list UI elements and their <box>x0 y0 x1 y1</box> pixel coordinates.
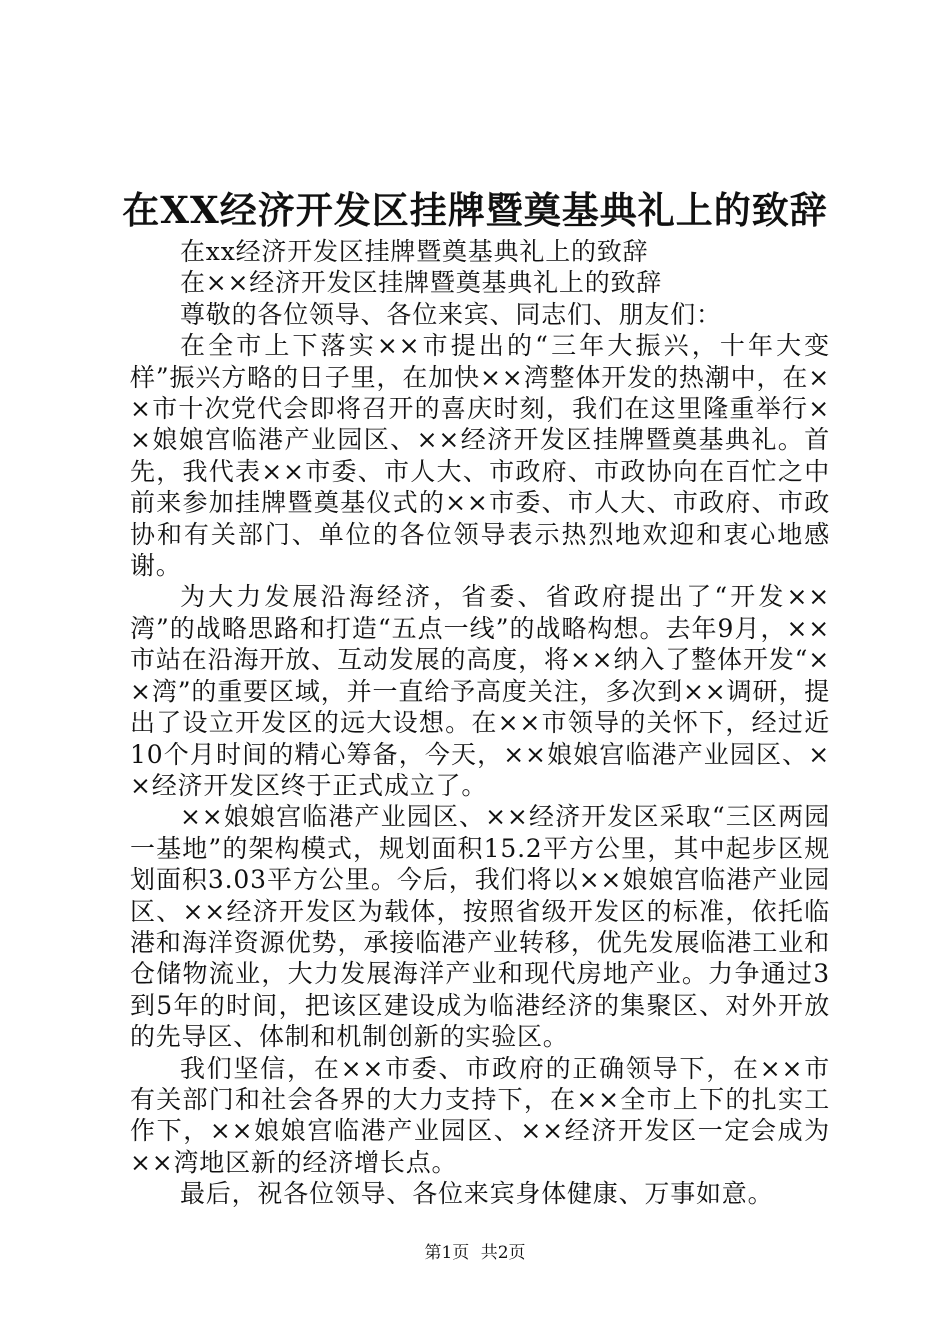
paragraph-plan: ××娘娘宫临港产业园区、××经济开发区采取“三区两园一基地”的架构模式，规划面积15.2平方公里，其中起步区规划面积3.03平方公里。今后，我们将以××娘娘宫临港产业园区、××经济开发区为载体，按照省级开发区的标准，依托临港和海洋资源优势，承接临港产业转移，优先发展临港工业和仓储物流业，大力发展海洋产业和现代房地产业。力争通过3到5年的时间，把该区建设成为临港经济的集聚区、对外开放的先导区、体制和机制创新的实验区。 <box>130 802 830 1052</box>
paragraph-salutation: 尊敬的各位领导、各位来宾、同志们、朋友们： <box>180 299 722 329</box>
paragraph-subtitle-2: 在××经济开发区挂牌暨奠基典礼上的致辞 <box>180 268 663 298</box>
page-footer <box>0 1242 950 1264</box>
page-total: 共2页 <box>480 1243 526 1263</box>
document-title: 在XX经济开发区挂牌暨奠基典礼上的致辞 <box>122 188 828 232</box>
page-number: 第1页 <box>424 1243 470 1263</box>
paragraph-closing: 最后，祝各位领导、各位来宾身体健康、万事如意。 <box>180 1179 774 1209</box>
document-body <box>130 236 830 1210</box>
paragraph-opening: 在全市上下落实××市提出的“三年大振兴，十年大变样”振兴方略的日子里，在加快××湾整体开发的热潮中，在××市十次党代会即将召开的喜庆时刻，我们在这里隆重举行××娘娘宫临港产业园区、××经济开发区挂牌暨奠基典礼。首先，我代表××市委、市人大、市政府、市政协向在百忙之中前来参加挂牌暨奠基仪式的××市委、市人大、市政府、市政协和有关部门、单位的各位领导表示热烈地欢迎和衷心地感谢。 <box>130 331 830 581</box>
paragraph-subtitle-1: 在xx经济开发区挂牌暨奠基典礼上的致辞 <box>180 237 649 266</box>
paragraph-background: 为大力发展沿海经济，省委、省政府提出了“开发××湾”的战略思路和打造“五点一线”的战略构想。去年9月，××市站在沿海开放、互动发展的高度，将××纳入了整体开发“××湾”的重要区域，并一直给予高度关注，多次到××调研，提出了设立开发区的远大设想。在××市领导的关怀下，经过近10个月时间的精心筹备，今天，××娘娘宫临港产业园区、××经济开发区终于正式成立了。 <box>130 582 830 800</box>
paragraph-confidence: 我们坚信，在××市委、市政府的正确领导下，在××市有关部门和社会各界的大力支持下，在××全市上下的扎实工作下，××娘娘宫临港产业园区、××经济开发区一定会成为××湾地区新的经济增长点。 <box>130 1053 830 1177</box>
